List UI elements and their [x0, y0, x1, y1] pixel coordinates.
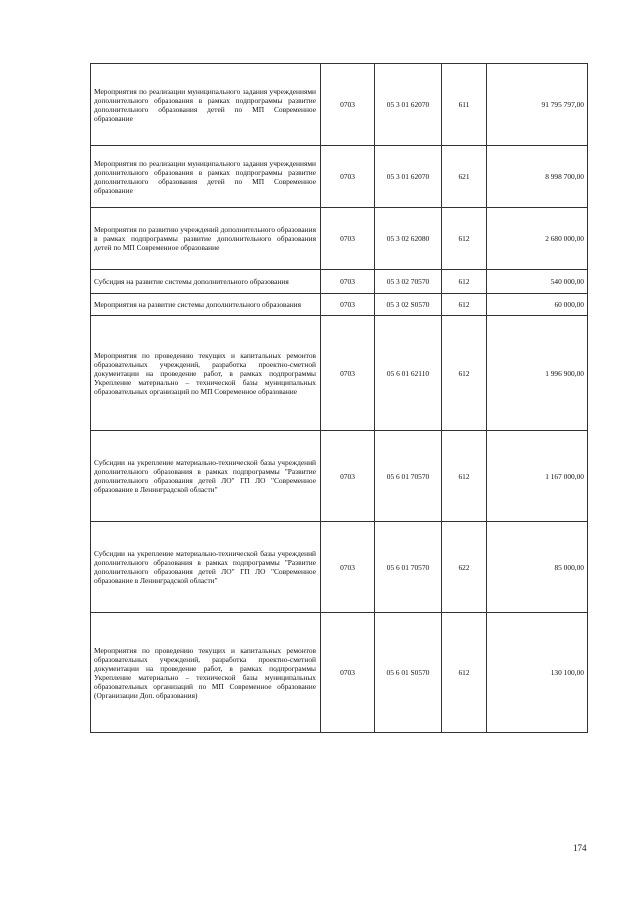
row-target-code: 05 3 02 S0570 [375, 294, 442, 316]
table-row [91, 146, 588, 208]
row-description: Мероприятия по реализации муниципального задания учреждениями дополнительного образования в рамках подпрограммы развитие дополнительного образования детей по МП Современное образование [91, 146, 321, 208]
row-description: Мероприятия по проведению текущих и капитальных ремонтов образовательных учреждений, разработка проектно-сметной документации на проведение работ, в рамках подпрограммы Укрепление материально – технической базы муниципальных образовательных организаций по МП Современное образование (Организации Доп. образования) [91, 613, 321, 733]
row-section-code: 0703 [321, 294, 375, 316]
table-row [91, 613, 588, 733]
row-amount: 91 795 797,00 [487, 64, 588, 146]
row-amount: 8 998 700,00 [487, 146, 588, 208]
row-section-code: 0703 [321, 64, 375, 146]
page-number: 174 [573, 843, 587, 853]
row-section-code: 0703 [321, 316, 375, 431]
row-amount: 60 000,00 [487, 294, 588, 316]
table-row [91, 316, 588, 431]
row-section-code: 0703 [321, 522, 375, 613]
row-target-code: 05 3 02 70570 [375, 270, 442, 294]
table-row [91, 64, 588, 146]
row-description: Мероприятия по развитию учреждений дополнительного образования в рамках подпрограммы развитие дополнительного образования детей по МП Современное образование [91, 208, 321, 270]
row-expense-kind: 622 [442, 522, 487, 613]
table-row [91, 208, 588, 270]
table-row [91, 431, 588, 522]
row-amount: 2 680 000,00 [487, 208, 588, 270]
row-description: Субсидии на укрепление материально-технической базы учреждений дополнительного образования в рамках подпрограммы "Развитие дополнительного образования детей ЛО" ГП ЛО "Современное образование в Ленинградской области" [91, 431, 321, 522]
row-section-code: 0703 [321, 146, 375, 208]
table-row [91, 522, 588, 613]
row-target-code: 05 3 01 62070 [375, 64, 442, 146]
row-amount: 1 996 900,00 [487, 316, 588, 431]
table-row [91, 270, 588, 294]
row-amount: 540 000,00 [487, 270, 588, 294]
row-target-code: 05 3 01 62070 [375, 146, 442, 208]
row-section-code: 0703 [321, 431, 375, 522]
row-expense-kind: 612 [442, 431, 487, 522]
row-expense-kind: 612 [442, 316, 487, 431]
row-amount: 85 000,00 [487, 522, 588, 613]
row-expense-kind: 612 [442, 613, 487, 733]
row-description: Субсидия на развитие системы дополнительного образования [91, 270, 321, 294]
row-expense-kind: 612 [442, 270, 487, 294]
row-target-code: 05 3 02 62080 [375, 208, 442, 270]
row-section-code: 0703 [321, 208, 375, 270]
row-description: Мероприятия по реализации муниципального задания учреждениями дополнительного образования в рамках подпрограммы развитие дополнительного образования детей по МП Современное образование [91, 64, 321, 146]
row-target-code: 05 6 01 62110 [375, 316, 442, 431]
row-section-code: 0703 [321, 270, 375, 294]
row-expense-kind: 612 [442, 208, 487, 270]
row-description: Субсидии на укрепление материально-технической базы учреждений дополнительного образования в рамках подпрограммы "Развитие дополнительного образования детей ЛО" ГП ЛО "Современное образование в Ленинградской области" [91, 522, 321, 613]
row-description: Мероприятия по проведению текущих и капитальных ремонтов образовательных учреждений, разработка проектно-сметной документации на проведение работ, в рамках подпрограммы Укрепление материально – технической базы муниципальных образовательных организаций по МП Современное образование [91, 316, 321, 431]
row-target-code: 05 6 01 70570 [375, 431, 442, 522]
table-row [91, 294, 588, 316]
row-amount: 1 167 000,00 [487, 431, 588, 522]
row-expense-kind: 621 [442, 146, 487, 208]
budget-table [90, 63, 588, 733]
row-target-code: 05 6 01 70570 [375, 522, 442, 613]
row-expense-kind: 612 [442, 294, 487, 316]
row-section-code: 0703 [321, 613, 375, 733]
row-description: Мероприятия на развитие системы дополнительного образования [91, 294, 321, 316]
row-amount: 130 100,00 [487, 613, 588, 733]
row-expense-kind: 611 [442, 64, 487, 146]
row-target-code: 05 6 01 S0570 [375, 613, 442, 733]
